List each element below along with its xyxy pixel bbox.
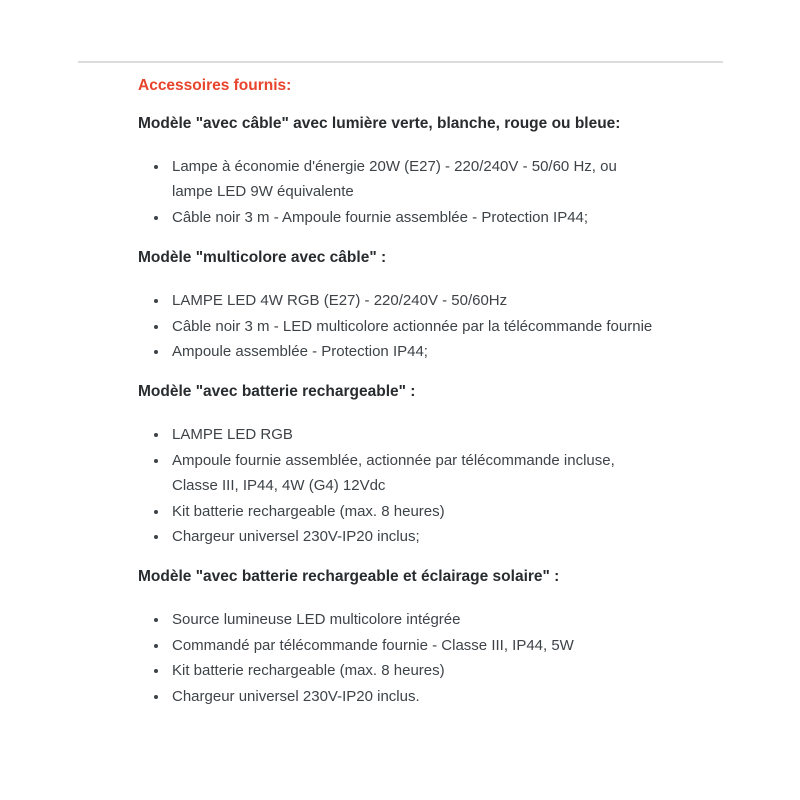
accessories-heading: Accessoires fournis: bbox=[138, 77, 292, 94]
spec-item: • Câble noir 3 m - LED multicolore actionnée par la télécommande fournie bbox=[169, 314, 655, 339]
spec-list-cable bbox=[138, 154, 655, 230]
spec-item: • Chargeur universel 230V-IP20 inclus. bbox=[169, 684, 655, 709]
model-heading-rechargeable-battery: Modèle "avec batterie rechargeable" : bbox=[138, 383, 416, 401]
spec-item: • Source lumineuse LED multicolore intégrée bbox=[169, 607, 655, 632]
spec-list-battery-solar bbox=[138, 607, 655, 709]
spec-item: • LAMPE LED RGB bbox=[169, 422, 655, 447]
accessories-section bbox=[138, 76, 655, 709]
spec-item: • Commandé par télécommande fournie - Classe III, IP44, 5W bbox=[169, 633, 655, 658]
spec-item: • Chargeur universel 230V-IP20 inclus; bbox=[169, 524, 655, 549]
section-divider bbox=[78, 61, 723, 63]
spec-item: • LAMPE LED 4W RGB (E27) - 220/240V - 50/60Hz bbox=[169, 288, 655, 313]
spec-item: • Kit batterie rechargeable (max. 8 heures) bbox=[169, 658, 655, 683]
model-heading-battery-solar: Modèle "avec batterie rechargeable et éclairage solaire" : bbox=[138, 568, 560, 586]
spec-item: • Ampoule fournie assemblée, actionnée par télécommande incluse, Classe III, IP44, 4W (G4) 12Vdc bbox=[169, 448, 655, 499]
model-heading-cable: Modèle "avec câble" avec lumière verte, blanche, rouge ou bleue: bbox=[138, 115, 621, 132]
spec-item: • Lampe à économie d'énergie 20W (E27) - 220/240V - 50/60 Hz, ou lampe LED 9W équivalente bbox=[169, 154, 655, 205]
model-heading-multicolor-cable: Modèle "multicolore avec câble" : bbox=[138, 249, 387, 267]
spec-item: • Kit batterie rechargeable (max. 8 heures) bbox=[169, 499, 655, 524]
spec-item: • Ampoule assemblée - Protection IP44; bbox=[169, 339, 655, 364]
spec-list-multicolor-cable bbox=[138, 288, 655, 364]
spec-item: • Câble noir 3 m - Ampoule fournie assemblée - Protection IP44; bbox=[169, 205, 655, 230]
spec-list-rechargeable-battery bbox=[138, 422, 655, 549]
